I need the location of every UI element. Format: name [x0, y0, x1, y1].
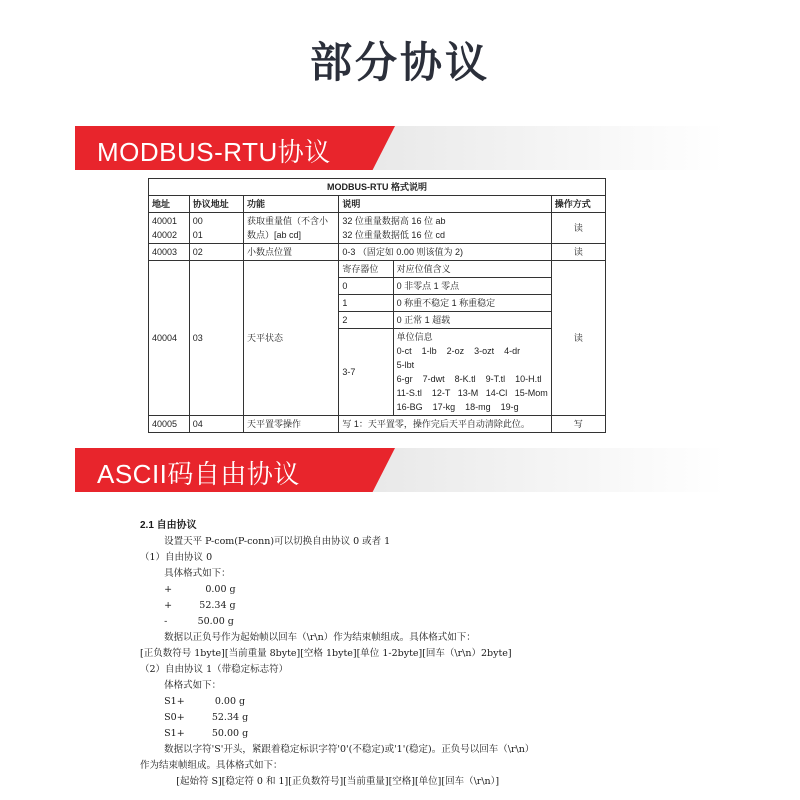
cell-address: 40003 — [149, 244, 190, 261]
cell-description: 写 1：天平置零，操作完后天平自动清除此位。 — [339, 416, 551, 433]
doc-heading: 2.1 自由协议 — [140, 520, 197, 531]
cell-description: 32 位重量数据低 16 位 cd — [342, 230, 445, 240]
cell-bit-value: 0 非零点 1 零点 — [393, 278, 551, 295]
cell-protocol-address: 00 — [192, 216, 203, 226]
table-row — [149, 213, 606, 244]
doc-line: + 0.00 g — [140, 584, 236, 595]
doc-line: [起始符 S][稳定符 0 和 1][正负数符号][当前重量][空格][单位][回车（\r\n）] — [140, 776, 500, 787]
cell-address: 40005 — [149, 416, 190, 433]
col-header-function: 功能 — [243, 196, 338, 213]
unit-line: 11-S.tl 12-T 13-M 14-Cl 15-Mom — [396, 388, 548, 398]
cell-address: 40004 — [149, 261, 190, 416]
unit-info — [393, 329, 551, 416]
doc-line: + 52.34 g — [140, 600, 236, 611]
doc-line: 设置天平 P-com(P-conn)可以切换自由协议 0 或者 1 — [140, 536, 391, 547]
cell-address: 40002 — [152, 230, 178, 240]
ascii-protocol-doc — [140, 518, 700, 790]
doc-line: [正负数符号 1byte][当前重量 8byte][空格 1byte][单位 1-2byte][回车（\r\n）2byte] — [140, 648, 512, 659]
cell-function: 天平状态 — [243, 261, 338, 416]
cell-operation: 读 — [551, 213, 605, 244]
cell-operation: 读 — [551, 261, 605, 416]
cell-address: 40001 — [152, 216, 178, 226]
section-title-modbus: MODBUS-RTU协议 — [97, 137, 331, 167]
sub-header-bit-meaning: 对应位值含义 — [393, 261, 551, 278]
cell-function: 天平置零操作 — [243, 416, 338, 433]
doc-line: （1）自由协议 0 — [140, 552, 213, 563]
cell-function: 小数点位置 — [243, 244, 338, 261]
doc-line: 数据以字符'S'开头，紧跟着稳定标识字符'0'(不稳定)或'1'(稳定)。正负号以回车（\r\n） — [140, 744, 535, 755]
cell-description: 32 位重量数据高 16 位 ab — [342, 216, 446, 226]
doc-line: 具体格式如下： — [140, 568, 231, 579]
col-header-address: 地址 — [149, 196, 190, 213]
table-row — [149, 416, 606, 433]
doc-line: 数据以正负号作为起始帧以回车（\r\n）作为结束帧组成。具体格式如下： — [140, 632, 476, 643]
col-header-operation: 操作方式 — [551, 196, 605, 213]
doc-line: 作为结束帧组成。具体格式如下： — [140, 760, 283, 771]
sub-header-register-bit: 寄存器位 — [339, 261, 393, 278]
cell-description: 0-3 （固定如 0.00 则该值为 2) — [339, 244, 551, 261]
section-banner-ascii — [75, 448, 695, 492]
unit-line: 16-BG 17-kg 18-mg 19-g — [396, 402, 519, 412]
table-row — [149, 244, 606, 261]
unit-line: 0-ct 1-lb 2-oz 3-ozt 4-dr — [396, 346, 521, 356]
section-title-ascii: ASCII码自由协议 — [97, 459, 300, 489]
cell-protocol-address: 02 — [189, 244, 243, 261]
doc-line: S1+ 50.00 g — [140, 728, 249, 739]
col-header-protocol-address: 协议地址 — [189, 196, 243, 213]
doc-line: S1+ 0.00 g — [140, 696, 246, 707]
cell-protocol-address: 04 — [189, 416, 243, 433]
doc-line: 体格式如下： — [140, 680, 222, 691]
doc-line: （2）自由协议 1（带稳定标志符） — [140, 664, 289, 675]
cell-bit-value: 0 正常 1 超载 — [393, 312, 551, 329]
table-title: MODBUS-RTU 格式说明 — [149, 179, 606, 196]
doc-line: - 50.00 g — [140, 616, 234, 627]
cell-function: 获取重量值（不含小数点）[ab cd] — [243, 213, 338, 244]
cell-bit: 2 — [339, 312, 393, 329]
table-header-row — [149, 196, 606, 213]
unit-title: 单位信息 — [396, 332, 433, 342]
cell-bit: 1 — [339, 295, 393, 312]
cell-protocol-address: 01 — [192, 230, 203, 240]
cell-bit: 0 — [339, 278, 393, 295]
cell-protocol-address: 03 — [189, 261, 243, 416]
page-title: 部分协议 — [309, 38, 490, 87]
cell-bit: 3-7 — [339, 329, 393, 416]
table-row — [149, 261, 606, 278]
col-header-description: 说明 — [339, 196, 551, 213]
doc-line: S0+ 52.34 g — [140, 712, 249, 723]
unit-line: 6-gr 7-dwt 8-K.tl 9-T.tl 10-H.tl — [396, 374, 542, 384]
modbus-table — [148, 178, 606, 433]
cell-bit-value: 0 称重不稳定 1 称重稳定 — [393, 295, 551, 312]
cell-operation: 读 — [551, 244, 605, 261]
cell-operation: 写 — [551, 416, 605, 433]
section-banner-modbus — [75, 126, 695, 170]
unit-line: 5-lbt — [396, 360, 415, 370]
